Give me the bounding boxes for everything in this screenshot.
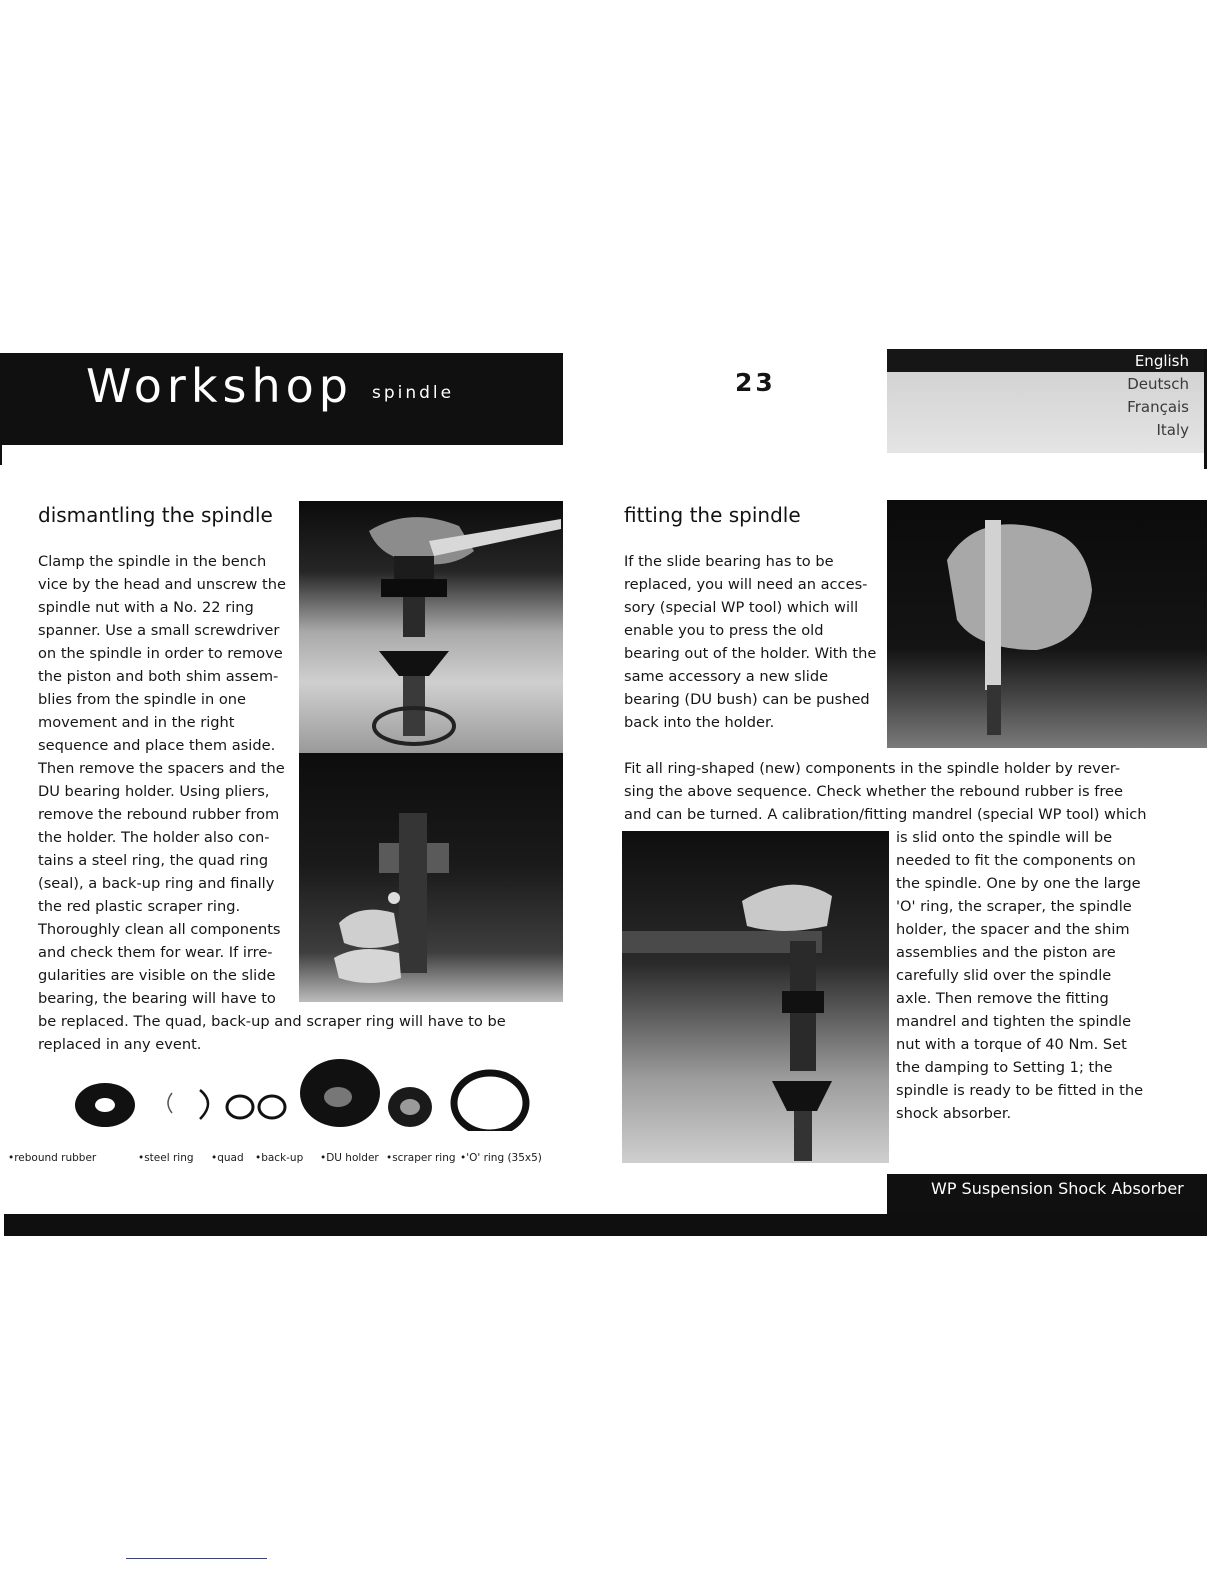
text-line: the damping to Setting 1; the xyxy=(896,1059,1113,1076)
language-english[interactable]: English xyxy=(1134,352,1189,370)
text-line: on the spindle in order to remove xyxy=(38,645,283,662)
text-line: vice by the head and unscrew the xyxy=(38,576,286,593)
text-line: back into the holder. xyxy=(624,714,775,731)
text-line: (seal), a back-up ring and finally xyxy=(38,875,275,892)
page-title: Workshop xyxy=(86,359,353,413)
text-line: axle. Then remove the fitting xyxy=(896,990,1109,1007)
text-line: carefully slid over the spindle xyxy=(896,967,1112,984)
text-line: spindle nut with a No. 22 ring xyxy=(38,599,254,616)
text-line: is slid onto the spindle will be xyxy=(896,829,1113,846)
text-line: Then remove the spacers and the xyxy=(38,760,285,777)
text-line: same accessory a new slide xyxy=(624,668,829,685)
text-line: 'O' ring, the scraper, the spindle xyxy=(896,898,1132,915)
caption-back-up: •back-up xyxy=(255,1152,304,1164)
caption-rebound-rubber: •rebound rubber xyxy=(8,1152,97,1164)
text-line: the piston and both shim assem- xyxy=(38,668,279,685)
page-subtitle: spindle xyxy=(372,383,455,403)
footer-label: WP Suspension Shock Absorber xyxy=(931,1179,1184,1198)
text-line: be replaced. The quad, back-up and scraper ring will have to be xyxy=(38,1013,506,1030)
text-line: If the slide bearing has to be xyxy=(624,553,834,570)
parts-illustration xyxy=(60,1055,540,1131)
language-edge-bar xyxy=(1204,349,1207,469)
text-line: bearing, the bearing will have to xyxy=(38,990,276,1007)
photo-pressing-bearing xyxy=(887,500,1207,748)
text-line: holder, the spacer and the shim xyxy=(896,921,1130,938)
text-line: and can be turned. A calibration/fitting mandrel (special WP tool) which xyxy=(624,806,1147,823)
text-line: assemblies and the piston are xyxy=(896,944,1116,961)
section-heading-fitting: fitting the spindle xyxy=(624,503,801,527)
caption-scraper-ring: •scraper ring xyxy=(386,1152,456,1164)
text-line: enable you to press the old xyxy=(624,622,824,639)
text-line: spanner. Use a small screwdriver xyxy=(38,622,280,639)
page-number: 23 xyxy=(735,368,776,397)
language-deutsch[interactable]: Deutsch xyxy=(1127,375,1189,393)
text-line: and check them for wear. If irre- xyxy=(38,944,273,961)
text-line: shock absorber. xyxy=(896,1105,1012,1122)
text-line: Fit all ring-shaped (new) components in the spindle holder by rever- xyxy=(624,760,1121,777)
text-line: bearing out of the holder. With the xyxy=(624,645,877,662)
text-line: the spindle. One by one the large xyxy=(896,875,1141,892)
text-line: DU bearing holder. Using pliers, xyxy=(38,783,270,800)
text-line: Clamp the spindle in the bench xyxy=(38,553,267,570)
caption-steel-ring: •steel ring xyxy=(138,1152,194,1164)
text-line: gularities are visible on the slide xyxy=(38,967,276,984)
text-line: spindle is ready to be fitted in the xyxy=(896,1082,1144,1099)
text-line: tains a steel ring, the quad ring xyxy=(38,852,269,869)
photo-fitting-mandrel xyxy=(622,831,889,1163)
caption-quad: •quad xyxy=(211,1152,244,1164)
text-line: sing the above sequence. Check whether the rebound rubber is free xyxy=(624,783,1123,800)
bottom-bar xyxy=(4,1214,1207,1236)
section-heading-dismantling: dismantling the spindle xyxy=(38,503,273,527)
text-line: the holder. The holder also con- xyxy=(38,829,270,846)
photo-du-bearing-holder xyxy=(299,753,563,1002)
header-divider xyxy=(0,445,2,465)
caption-o-ring: •'O' ring (35x5) xyxy=(460,1152,542,1164)
language-italy[interactable]: Italy xyxy=(1156,421,1189,439)
language-francais[interactable]: Français xyxy=(1127,398,1189,416)
text-line: nut with a torque of 40 Nm. Set xyxy=(896,1036,1127,1053)
text-line: Thoroughly clean all components xyxy=(38,921,281,938)
text-line: replaced, you will need an acces- xyxy=(624,576,868,593)
text-line: bearing (DU bush) can be pushed xyxy=(624,691,870,708)
text-line: blies from the spindle in one xyxy=(38,691,246,708)
photo-spindle-nut-removal xyxy=(299,501,563,753)
text-line: remove the rebound rubber from xyxy=(38,806,280,823)
text-line: sequence and place them aside. xyxy=(38,737,276,754)
language-selector xyxy=(887,349,1207,453)
footnote-rule xyxy=(126,1558,267,1559)
text-line: sory (special WP tool) which will xyxy=(624,599,859,616)
caption-du-holder: •DU holder xyxy=(320,1152,379,1164)
text-line: movement and in the right xyxy=(38,714,235,731)
text-line: the red plastic scraper ring. xyxy=(38,898,241,915)
text-line: replaced in any event. xyxy=(38,1036,202,1053)
text-line: mandrel and tighten the spindle xyxy=(896,1013,1132,1030)
text-line: needed to fit the components on xyxy=(896,852,1136,869)
